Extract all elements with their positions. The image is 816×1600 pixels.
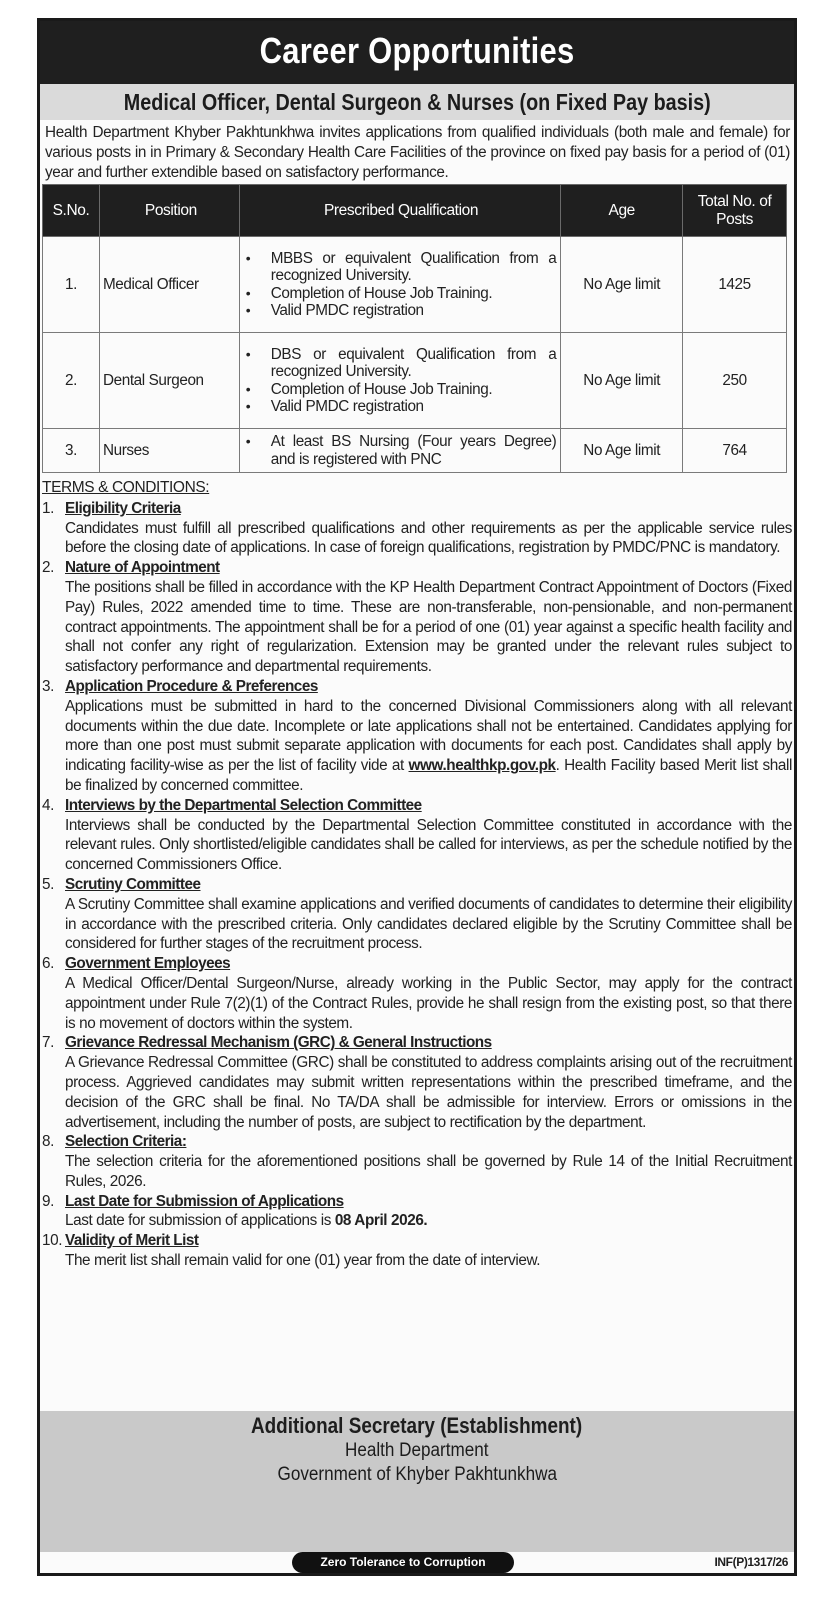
qualification-item: • Valid PMDC registration — [246, 398, 557, 416]
term-number: 7. — [42, 1034, 54, 1052]
qualification-item: • DBS or equivalent Qualification from a recognized University. — [246, 346, 557, 381]
cell-position: Medical Officer — [99, 237, 239, 333]
slogan-badge: Zero Tolerance to Corruption — [292, 1552, 514, 1573]
cell-qualification — [239, 237, 561, 333]
cell-posts: 764 — [683, 429, 787, 473]
term-number: 5. — [42, 875, 54, 893]
terms-section — [42, 478, 792, 1271]
qualification-item: • MBBS or equivalent Qualification from a recognized University. — [246, 250, 557, 285]
subtitle-bar — [40, 84, 794, 120]
bottom-strip — [40, 1552, 794, 1573]
column-header-position: Position — [99, 185, 239, 237]
term-merit-list-validity — [42, 1231, 792, 1271]
term-government-employees — [42, 954, 792, 1033]
term-body: A Scrutiny Committee shall examine applications and verified documents of candidates to determine their eligibility in accordance with the prescribed criteria. Only candidates declared eligible by the Scrutiny Committee shall be considered for further stages of the recruitment process. — [65, 895, 792, 953]
posts-table — [42, 184, 787, 473]
qualification-item: • At least BS Nursing (Four years Degree) and is registered with PNC — [246, 433, 557, 468]
term-title: Application Procedure & Preferences — [65, 677, 318, 695]
term-last-date — [42, 1192, 792, 1232]
website-link[interactable]: www.healthkp.gov.pk — [408, 757, 556, 775]
term-body: The selection criteria for the aforementioned positions shall be governed by Rule 14 of the Initial Recruitment Rules, 2026. — [65, 1153, 792, 1190]
term-interviews — [42, 796, 792, 875]
term-title: Validity of Merit List — [65, 1232, 199, 1250]
cell-qualification — [239, 429, 561, 473]
term-title: Government Employees — [65, 955, 231, 973]
term-title: Eligibility Criteria — [65, 499, 181, 517]
qualification-item: • Valid PMDC registration — [246, 302, 557, 320]
term-body: A Medical Officer/Dental Surgeon/Nurse, already working in the Public Sector, may apply for the contract appointment under Rule 7(2)(1) of the Contract Rules, provide he shall resign from the existing post, so that there is no movement of doctors within the system. — [65, 974, 792, 1032]
table-row — [43, 429, 787, 473]
term-title: Scrutiny Committee — [65, 875, 201, 893]
reference-number: INF(P)1317/26 — [714, 1555, 788, 1569]
term-body: A Grievance Redressal Committee (GRC) shall be constituted to address complaints arising out of the recruitment process. Aggrieved candidates may submit written representations within the prescribed timeframe, and the decision of the GRC shall be final. No TA/DA shall be admissible for interview. Errors or omissions in the advertisement, including the number of posts, are subject to rectification by the department. — [65, 1054, 792, 1131]
term-number: 9. — [42, 1192, 54, 1210]
cell-age: No Age limit — [561, 429, 683, 473]
terms-heading: TERMS & CONDITIONS: — [42, 479, 210, 496]
cell-posts: 1425 — [683, 237, 787, 333]
cell-sno: 3. — [43, 429, 100, 473]
qualification-item: • Completion of House Job Training. — [246, 381, 557, 399]
table-header-row — [43, 185, 787, 237]
intro-paragraph: Health Department Khyber Pakhtunkhwa invites applications from qualified individuals (both male and female) for various posts in in Primary & Secondary Health Care Facilities of the province on fixed pay basis for a period of (01) year and further extendible based on satisfactory performance. — [45, 124, 790, 181]
term-body: Candidates must fulfill all prescribed qualifications and other requirements as per the applicable service rules before the closing date of applications. In case of foreign qualifications, registration by PMDC/PNC is mandatory. — [65, 519, 792, 557]
term-title: Selection Criteria: — [65, 1133, 187, 1151]
term-scrutiny-committee — [42, 875, 792, 954]
term-selection-criteria — [42, 1132, 792, 1191]
qualification-item: • Completion of House Job Training. — [246, 285, 557, 303]
cell-position: Dental Surgeon — [99, 333, 239, 429]
cell-posts: 250 — [683, 333, 787, 429]
cell-age: No Age limit — [561, 237, 683, 333]
cell-sno: 1. — [43, 237, 100, 333]
column-header-qualification: Prescribed Qualification — [239, 185, 561, 237]
table-row — [43, 237, 787, 333]
signature-block — [40, 1411, 794, 1552]
term-body: Applications must be submitted in hard to the concerned Divisional Commissioners along with all relevant documents within the due date. Incomplete or late applications shall not be entertained. Candidates applying for more than one post must submit separate application with documents for each post. Candidates shall apply by indicating facility-wise as per the list of facility vide at www.healthkp.gov.pk. Health Facility based Merit list shall be finalized by concerned committee. — [65, 697, 792, 794]
term-nature-of-appointment — [42, 558, 792, 677]
deadline-date: 08 April 2026. — [334, 1212, 428, 1230]
term-number: 10. — [42, 1232, 63, 1250]
term-grievance-redressal — [42, 1033, 792, 1132]
term-title: Grievance Redressal Mechanism (GRC) & General Instructions — [65, 1034, 492, 1052]
page-title: Career Opportunities — [259, 30, 575, 71]
term-number: 4. — [42, 796, 54, 814]
term-title: Last Date for Submission of Applications — [65, 1192, 344, 1210]
cell-sno: 2. — [43, 333, 100, 429]
term-title: Interviews by the Departmental Selection Committee — [65, 796, 422, 814]
job-advertisement — [37, 18, 797, 1576]
department-name: Health Department — [345, 1440, 489, 1461]
term-number: 1. — [42, 499, 54, 517]
term-body: The positions shall be filled in accordance with the KP Health Department Contract Appointment of Doctors (Fixed Pay) Rules, 2022 amended time to time. These are non-transferable, non-pensionable, and non-permanent contract appointments. The appointment shall be for a period of one (01) year against a specific health facility and shall not confer any right of regularization. Extension may be granted under the relevant rules subject to satisfactory performance and departmental requirements. — [65, 578, 792, 676]
term-title: Nature of Appointment — [65, 559, 220, 577]
title-bar — [40, 21, 794, 84]
cell-qualification — [239, 333, 561, 429]
term-body: The merit list shall remain valid for one (01) year from the date of interview. — [65, 1252, 541, 1270]
term-body: Last date for submission of applications is 08 April 2026. — [65, 1212, 428, 1230]
column-header-posts: Total No. of Posts — [683, 185, 787, 237]
term-body: Interviews shall be conducted by the Departmental Selection Committee constituted in accordance with the relevant rules. Only shortlisted/eligible candidates shall be called for interviews, as per the schedule notified by the concerned Commissioners Office. — [65, 816, 792, 874]
term-number: 8. — [42, 1133, 54, 1151]
term-number: 2. — [42, 559, 54, 577]
term-number: 6. — [42, 955, 54, 973]
cell-position: Nurses — [99, 429, 239, 473]
term-application-procedure — [42, 677, 792, 796]
table-row — [43, 333, 787, 429]
term-number: 3. — [42, 677, 54, 695]
column-header-sno: S.No. — [43, 185, 100, 237]
column-header-age: Age — [561, 185, 683, 237]
signatory-title: Additional Secretary (Establishment) — [251, 1413, 583, 1438]
cell-age: No Age limit — [561, 333, 683, 429]
government-name: Government of Khyber Pakhtunkhwa — [277, 1464, 557, 1485]
term-eligibility — [42, 499, 792, 558]
page-subtitle: Medical Officer, Dental Surgeon & Nurses (on Fixed Pay basis) — [123, 89, 711, 115]
